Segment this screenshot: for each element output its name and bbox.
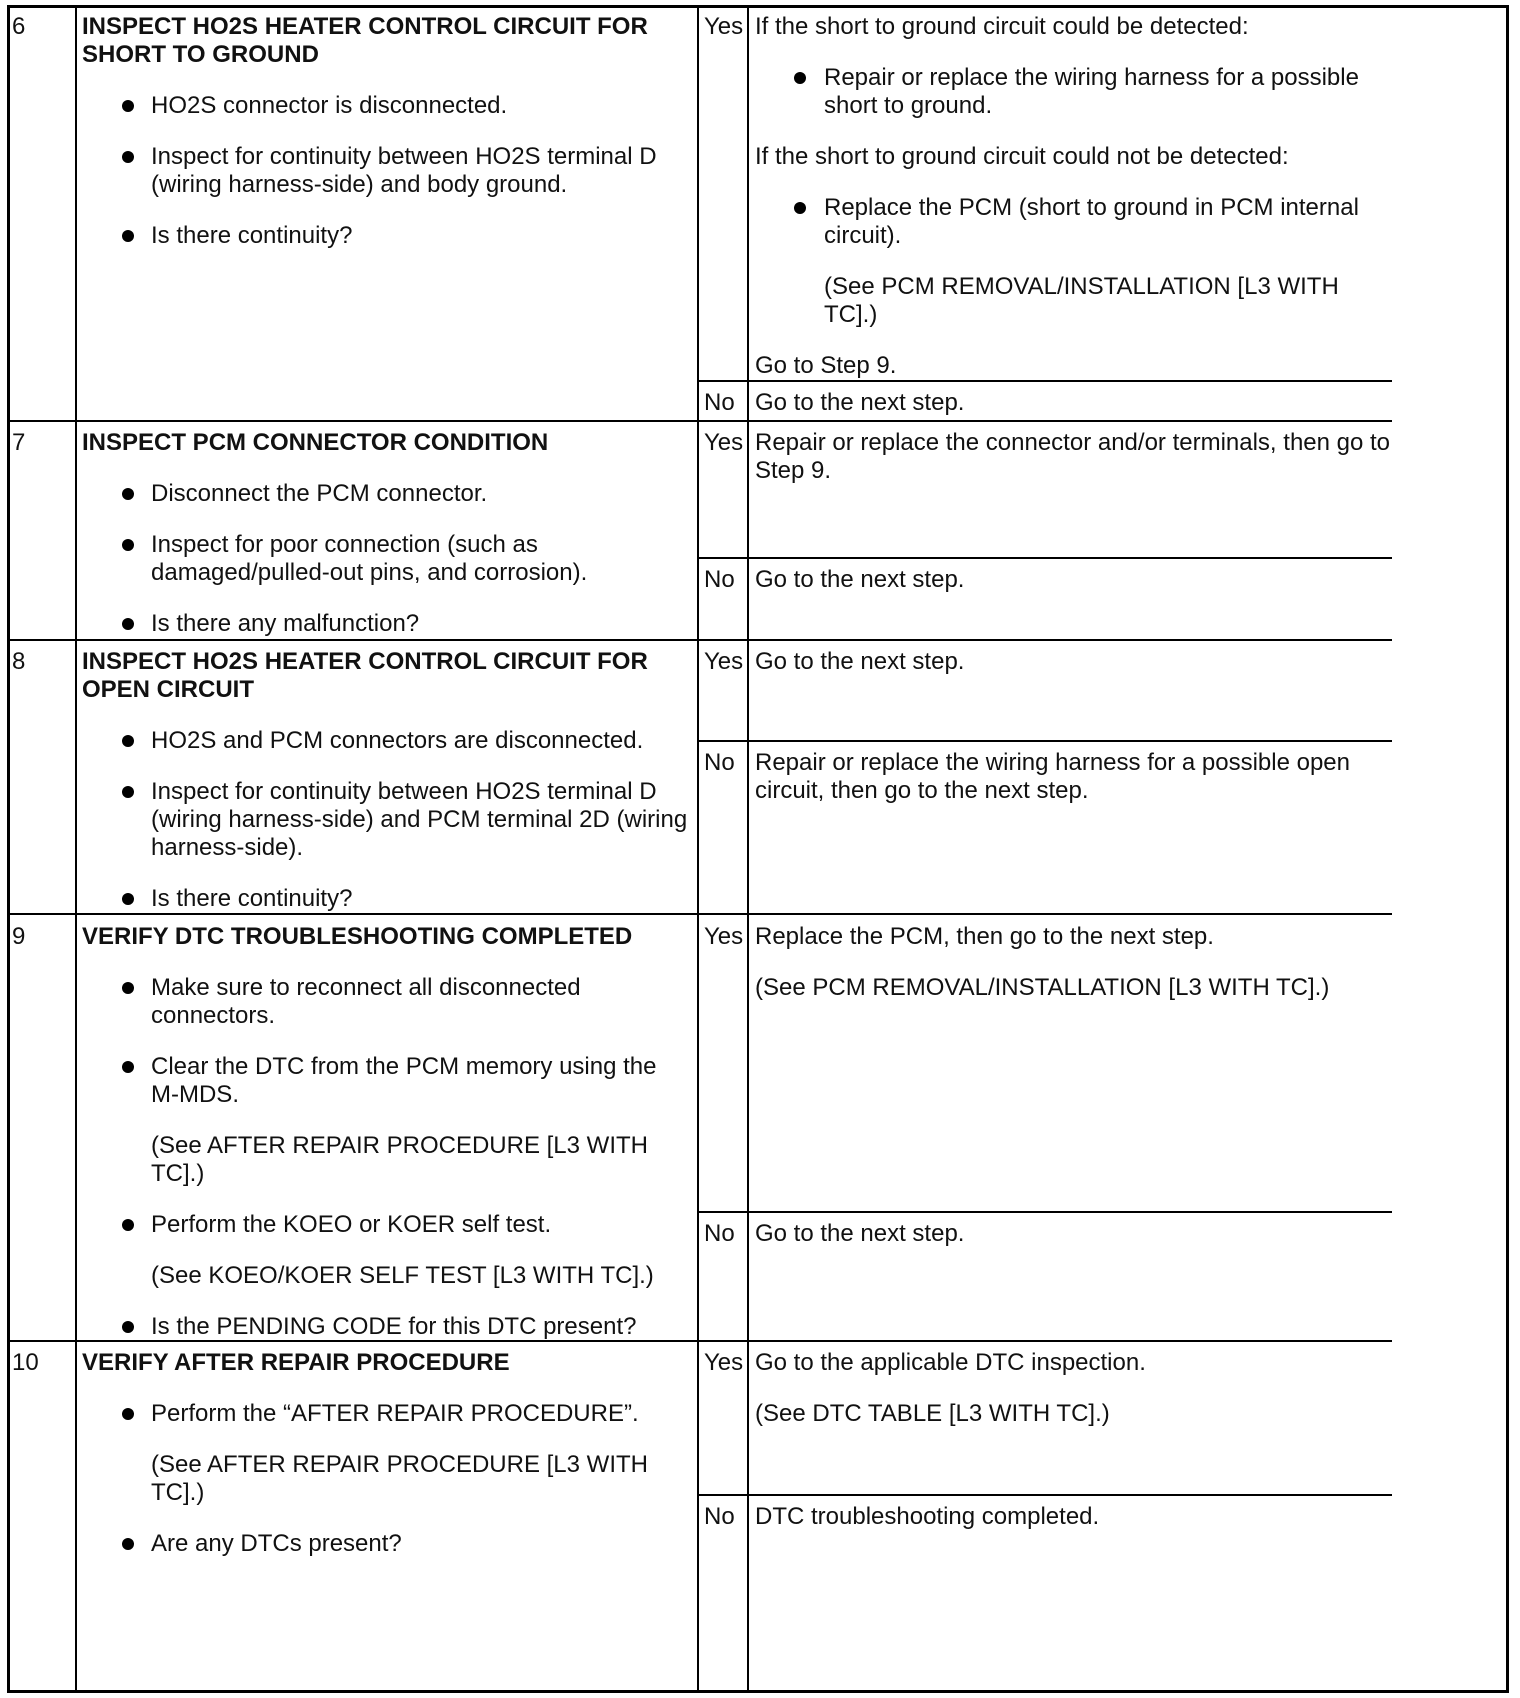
- bullet-icon: [794, 202, 806, 214]
- no-action: Go to the next step.: [755, 389, 965, 416]
- step-instruction: Is there any malfunction?: [151, 610, 420, 637]
- step-number: 6: [12, 13, 26, 40]
- troubleshooting-table: [7, 5, 1509, 1693]
- step-instruction: HO2S connector is disconnected.: [151, 92, 508, 119]
- yes-label: Yes: [704, 923, 744, 950]
- step-title: OPEN CIRCUIT: [82, 676, 255, 703]
- yes-label: Yes: [704, 648, 744, 675]
- yes-action: (See PCM REMOVAL/INSTALLATION [L3 WITH: [824, 273, 1339, 300]
- bullet-icon: [122, 982, 134, 994]
- step-instruction: Is there continuity?: [151, 222, 353, 249]
- no-label: No: [704, 1220, 735, 1247]
- step-title: INSPECT HO2S HEATER CONTROL CIRCUIT FOR: [82, 648, 648, 675]
- yes-action: Go to the next step.: [755, 648, 965, 675]
- step-title: VERIFY AFTER REPAIR PROCEDURE: [82, 1349, 510, 1376]
- yes-label: Yes: [704, 13, 744, 40]
- column-divider: [747, 8, 749, 1690]
- step-number: 9: [12, 923, 26, 950]
- no-label: No: [704, 389, 735, 416]
- step-instruction: connectors.: [151, 1002, 276, 1029]
- step-title: SHORT TO GROUND: [82, 41, 319, 68]
- step-instruction: Inspect for continuity between HO2S terminal D: [151, 143, 657, 170]
- no-action: Repair or replace the wiring harness for a possible open: [755, 749, 1350, 776]
- no-action: DTC troubleshooting completed.: [755, 1503, 1100, 1530]
- yes-action: TC].): [824, 301, 878, 328]
- yes-action: Repair or replace the wiring harness for a possible: [824, 64, 1359, 91]
- bullet-icon: [122, 786, 134, 798]
- step-instruction: Is there continuity?: [151, 885, 353, 912]
- yes-action: Replace the PCM, then go to the next step.: [755, 923, 1214, 950]
- step-instruction: Perform the KOEO or KOER self test.: [151, 1211, 552, 1238]
- step-instruction: Are any DTCs present?: [151, 1530, 402, 1557]
- step-number: 10: [12, 1349, 39, 1376]
- column-divider: [75, 8, 77, 1690]
- step-instruction: TC].): [151, 1160, 205, 1187]
- bullet-icon: [122, 618, 134, 630]
- yes-action: Repair or replace the connector and/or terminals, then go to: [755, 429, 1391, 456]
- yes-action: Go to Step 9.: [755, 352, 897, 379]
- column-divider: [697, 8, 699, 1690]
- no-action: circuit, then go to the next step.: [755, 777, 1089, 804]
- bullet-icon: [122, 1538, 134, 1550]
- bullet-icon: [122, 1408, 134, 1420]
- step-instruction: (wiring harness-side) and body ground.: [151, 171, 568, 198]
- yes-action: (See PCM REMOVAL/INSTALLATION [L3 WITH TC].): [755, 974, 1330, 1001]
- yes-action: If the short to ground circuit could not be detected:: [755, 143, 1289, 170]
- step-instruction: Make sure to reconnect all disconnected: [151, 974, 581, 1001]
- no-action: Go to the next step.: [755, 566, 965, 593]
- row-divider: [7, 639, 1392, 641]
- no-action: Go to the next step.: [755, 1220, 965, 1247]
- bullet-icon: [794, 72, 806, 84]
- yes-action: Replace the PCM (short to ground in PCM internal: [824, 194, 1359, 221]
- step-title: INSPECT HO2S HEATER CONTROL CIRCUIT FOR: [82, 13, 648, 40]
- yes-action: If the short to ground circuit could be detected:: [755, 13, 1249, 40]
- step-instruction: damaged/pulled-out pins, and corrosion).: [151, 559, 588, 586]
- step-instruction: Inspect for poor connection (such as: [151, 531, 538, 558]
- step-instruction: HO2S and PCM connectors are disconnected.: [151, 727, 644, 754]
- step-number: 7: [12, 429, 26, 456]
- step-instruction: Perform the “AFTER REPAIR PROCEDURE”.: [151, 1400, 639, 1427]
- step-title: INSPECT PCM CONNECTOR CONDITION: [82, 429, 549, 456]
- step-instruction: harness-side).: [151, 834, 304, 861]
- bullet-icon: [122, 1219, 134, 1231]
- row-divider: [7, 420, 1392, 422]
- step-instruction: Inspect for continuity between HO2S terminal D: [151, 778, 657, 805]
- yes-action: circuit).: [824, 222, 902, 249]
- yes-label: Yes: [704, 1349, 744, 1376]
- step-instruction: (See AFTER REPAIR PROCEDURE [L3 WITH: [151, 1451, 648, 1478]
- bullet-icon: [122, 539, 134, 551]
- step-instruction: (wiring harness-side) and PCM terminal 2D (wiring: [151, 806, 688, 833]
- yes-action: Go to the applicable DTC inspection.: [755, 1349, 1146, 1376]
- step-instruction: Clear the DTC from the PCM memory using the: [151, 1053, 657, 1080]
- bullet-icon: [122, 893, 134, 905]
- bullet-icon: [122, 1061, 134, 1073]
- no-label: No: [704, 1503, 735, 1530]
- bullet-icon: [122, 230, 134, 242]
- step-title: VERIFY DTC TROUBLESHOOTING COMPLETED: [82, 923, 633, 950]
- bullet-icon: [122, 100, 134, 112]
- row-divider: [698, 557, 1392, 559]
- row-divider: [698, 1211, 1392, 1213]
- step-instruction: Disconnect the PCM connector.: [151, 480, 488, 507]
- step-number: 8: [12, 648, 26, 675]
- yes-action: (See DTC TABLE [L3 WITH TC].): [755, 1400, 1110, 1427]
- step-instruction: (See AFTER REPAIR PROCEDURE [L3 WITH: [151, 1132, 648, 1159]
- yes-action: Step 9.: [755, 457, 832, 484]
- yes-action: short to ground.: [824, 92, 993, 119]
- no-label: No: [704, 566, 735, 593]
- bullet-icon: [122, 1321, 134, 1333]
- no-label: No: [704, 749, 735, 776]
- step-instruction: Is the PENDING CODE for this DTC present?: [151, 1313, 637, 1340]
- step-instruction: M-MDS.: [151, 1081, 239, 1108]
- row-divider: [698, 1494, 1392, 1496]
- bullet-icon: [122, 488, 134, 500]
- row-divider: [698, 740, 1392, 742]
- bullet-icon: [122, 735, 134, 747]
- bullet-icon: [122, 151, 134, 163]
- step-instruction: (See KOEO/KOER SELF TEST [L3 WITH TC].): [151, 1262, 654, 1289]
- step-instruction: TC].): [151, 1479, 205, 1506]
- yes-label: Yes: [704, 429, 744, 456]
